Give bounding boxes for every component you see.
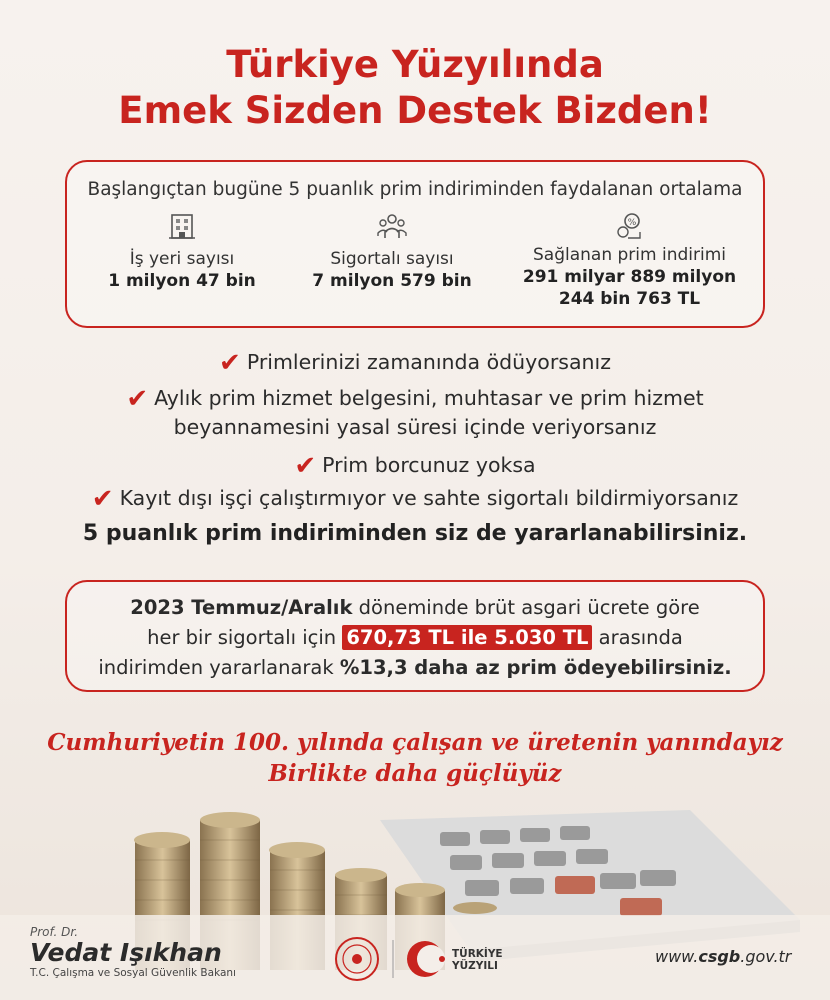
stat-discount: [497, 212, 762, 310]
checkmark-icon: ✔: [126, 384, 149, 414]
stats-box: [65, 160, 765, 328]
checkmark-icon: ✔: [219, 348, 241, 378]
page-title: [0, 42, 830, 134]
stats-intro: Başlangıçtan bugüne 5 puanlık prim indiriminden faydalanan ortalama: [87, 179, 743, 200]
percent-coins-icon: [614, 212, 646, 240]
stat-value: 291 milyar 889 milyon: [522, 267, 737, 287]
checkmark-icon: ✔: [91, 484, 114, 514]
info-line-1: 2023 Temmuz/Aralık döneminde brüt asgari ücrete göre: [130, 596, 700, 619]
stat-value: 1 milyon 47 bin: [108, 271, 256, 291]
people-group-icon: [376, 212, 408, 240]
condition-item: ✔ Aylık prim hizmet belgesini, muhtasar ve prim hizmet beyannamesini yasal süresi içinde veriyorsanız: [126, 384, 704, 439]
stat-insured: [292, 212, 492, 292]
condition-item: ✔ Prim borcunuz yoksa: [294, 451, 536, 481]
stat-value-continued: 244 bin 763 TL: [558, 289, 701, 309]
logo-text: TÜRKİYE YÜZYILI: [452, 948, 503, 972]
highlight-amount: 670,73 TL ile 5.030 TL: [342, 625, 592, 650]
stat-value: 7 milyon 579 bin: [312, 271, 472, 291]
signature-title: Prof. Dr.: [30, 925, 79, 939]
title-line-1: Türkiye Yüzyılında: [226, 43, 604, 86]
slogan-line-1: Cumhuriyetin 100. yılında çalışan ve üretenin yanındayız: [47, 729, 783, 756]
minister-signature: [30, 925, 236, 979]
summary-text: 5 puanlık prim indiriminden siz de yararlanabilirsiniz.: [82, 521, 748, 546]
info-line-3: indirimden yararlanarak %13,3 daha az prim ödeyebilirsiniz.: [98, 656, 732, 679]
stat-label: Sağlanan prim indirimi: [533, 245, 726, 265]
svg-text:%: %: [627, 218, 636, 228]
stat-workplaces: [82, 212, 282, 292]
title-line-2: Emek Sizden Destek Bizden!: [118, 89, 712, 132]
building-icon: [167, 212, 197, 240]
condition-item: ✔ Kayıt dışı işçi çalıştırmıyor ve sahte sigortalı bildirmiyorsanız: [91, 484, 739, 514]
turkiye-yuzyili-logo-icon: [407, 941, 445, 977]
slogan-line-2: Birlikte daha güçlüyüz: [268, 760, 562, 787]
signature-role: T.C. Çalışma ve Sosyal Güvenlik Bakanı: [30, 967, 236, 979]
stat-label: İş yeri sayısı: [129, 249, 235, 269]
stat-label: Sigortalı sayısı: [330, 249, 454, 269]
website-link[interactable]: www.csgb.gov.tr: [655, 947, 792, 966]
info-box: [65, 580, 765, 692]
info-line-2: her bir sigortalı için 670,73 TL ile 5.030 TL arasında: [147, 626, 683, 649]
signature-name: Vedat Işıkhan: [30, 938, 222, 967]
ministry-emblem-icon: [336, 938, 378, 980]
condition-item: ✔ Primlerinizi zamanında ödüyorsanız: [219, 348, 611, 378]
checkmark-icon: ✔: [294, 451, 317, 481]
